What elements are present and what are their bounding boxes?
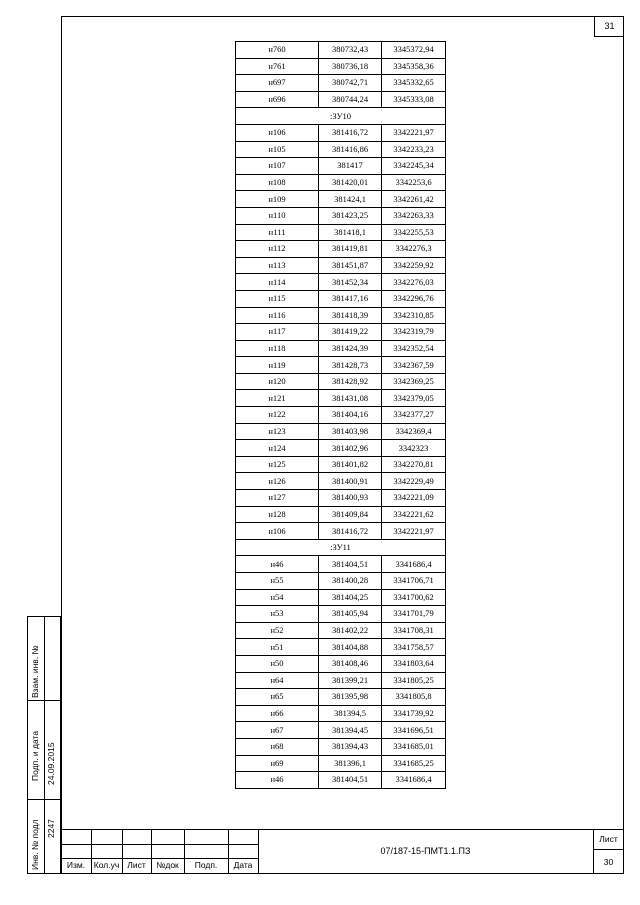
point-cell: н52 <box>236 622 319 639</box>
y-cell: 3345358,36 <box>382 58 446 75</box>
label-podp: Подп. <box>194 860 218 870</box>
point-cell: н697 <box>236 75 319 92</box>
y-cell: 3342367,59 <box>382 357 446 374</box>
x-cell: 381423,25 <box>319 207 382 224</box>
y-cell: 3341696,51 <box>382 722 446 739</box>
table-row <box>236 506 446 523</box>
y-cell: 3341739,92 <box>382 705 446 722</box>
y-cell: 3342270,81 <box>382 456 446 473</box>
table-row <box>236 257 446 274</box>
y-cell: 3341700,62 <box>382 589 446 606</box>
point-cell: н107 <box>236 158 319 175</box>
point-cell: н122 <box>236 407 319 424</box>
x-cell: 381400,93 <box>319 490 382 507</box>
stamp-inv <box>27 799 61 874</box>
sheet-number: 30 <box>603 857 614 867</box>
point-cell: н124 <box>236 440 319 457</box>
table-row <box>236 290 446 307</box>
y-cell: 3345372,94 <box>382 42 446 59</box>
point-cell: н54 <box>236 589 319 606</box>
table-row <box>236 174 446 191</box>
point-cell: н111 <box>236 224 319 241</box>
table-row <box>236 738 446 755</box>
point-cell: н68 <box>236 738 319 755</box>
x-cell: 381396,1 <box>319 755 382 772</box>
stamp-podp <box>27 700 61 800</box>
table-row <box>236 141 446 158</box>
x-cell: 381416,72 <box>319 523 382 540</box>
y-cell: 3342310,85 <box>382 307 446 324</box>
point-cell: н64 <box>236 672 319 689</box>
point-cell: н69 <box>236 755 319 772</box>
point-cell: н116 <box>236 307 319 324</box>
table-row <box>236 324 446 341</box>
point-cell: н127 <box>236 490 319 507</box>
section-label: :ЗУ10 <box>236 108 446 125</box>
y-cell: 3342369,4 <box>382 423 446 440</box>
x-cell: 380742,71 <box>319 75 382 92</box>
table-row <box>236 490 446 507</box>
table-row <box>236 672 446 689</box>
y-cell: 3342221,97 <box>382 523 446 540</box>
x-cell: 381402,22 <box>319 622 382 639</box>
x-cell: 381418,1 <box>319 224 382 241</box>
point-cell: н114 <box>236 274 319 291</box>
coordinates-table <box>235 41 446 789</box>
x-cell: 381428,73 <box>319 357 382 374</box>
x-cell: 381400,91 <box>319 473 382 490</box>
x-cell: 381452,34 <box>319 274 382 291</box>
y-cell: 3342233,23 <box>382 141 446 158</box>
point-cell: н696 <box>236 91 319 108</box>
point-cell: н67 <box>236 722 319 739</box>
table-row <box>236 58 446 75</box>
table-row <box>236 307 446 324</box>
table-row <box>236 556 446 573</box>
x-cell: 381404,51 <box>319 772 382 789</box>
table-row <box>236 440 446 457</box>
point-cell: н46 <box>236 556 319 573</box>
point-cell: н50 <box>236 655 319 672</box>
y-cell: 3342221,62 <box>382 506 446 523</box>
podp-label: Подп. и дата <box>30 730 40 781</box>
point-cell: н125 <box>236 456 319 473</box>
table-row <box>236 340 446 357</box>
table-row <box>236 622 446 639</box>
point-cell: н119 <box>236 357 319 374</box>
y-cell: 3342253,6 <box>382 174 446 191</box>
table-row <box>236 473 446 490</box>
y-cell: 3341686,4 <box>382 772 446 789</box>
table-row <box>236 573 446 590</box>
point-cell: н117 <box>236 324 319 341</box>
point-cell: н118 <box>236 340 319 357</box>
y-cell: 3342352,54 <box>382 340 446 357</box>
x-cell: 381408,46 <box>319 655 382 672</box>
y-cell: 3342221,97 <box>382 124 446 141</box>
table-row <box>236 407 446 424</box>
point-cell: н112 <box>236 241 319 258</box>
x-cell: 380732,43 <box>319 42 382 59</box>
table-row <box>236 523 446 540</box>
x-cell: 381403,98 <box>319 423 382 440</box>
table-row <box>236 191 446 208</box>
y-cell: 3345333,08 <box>382 91 446 108</box>
y-cell: 3341803,64 <box>382 655 446 672</box>
point-cell: н106 <box>236 124 319 141</box>
table-row <box>236 722 446 739</box>
title-block <box>61 829 624 874</box>
y-cell: 3342261,42 <box>382 191 446 208</box>
sheet-label: Лист <box>599 834 618 844</box>
point-cell: н110 <box>236 207 319 224</box>
point-cell: н106 <box>236 523 319 540</box>
y-cell: 3342255,53 <box>382 224 446 241</box>
x-cell: 380744,24 <box>319 91 382 108</box>
x-cell: 381451,87 <box>319 257 382 274</box>
y-cell: 3341701,79 <box>382 606 446 623</box>
point-cell: н760 <box>236 42 319 59</box>
x-cell: 381399,21 <box>319 672 382 689</box>
y-cell: 3342263,33 <box>382 207 446 224</box>
x-cell: 381431,08 <box>319 390 382 407</box>
table-row <box>236 589 446 606</box>
x-cell: 381418,39 <box>319 307 382 324</box>
y-cell: 3341805,25 <box>382 672 446 689</box>
x-cell: 381394,5 <box>319 705 382 722</box>
y-cell: 3342245,34 <box>382 158 446 175</box>
section-row <box>236 539 446 556</box>
table-row <box>236 423 446 440</box>
table-row <box>236 373 446 390</box>
point-cell: н53 <box>236 606 319 623</box>
x-cell: 381424,1 <box>319 191 382 208</box>
table-row <box>236 655 446 672</box>
x-cell: 381424,39 <box>319 340 382 357</box>
table-row <box>236 241 446 258</box>
y-cell: 3341706,71 <box>382 573 446 590</box>
point-cell: н128 <box>236 506 319 523</box>
y-cell: 3342323 <box>382 440 446 457</box>
x-cell: 381417 <box>319 158 382 175</box>
point-cell: н65 <box>236 689 319 706</box>
table-row <box>236 75 446 92</box>
table-row <box>236 124 446 141</box>
x-cell: 381405,94 <box>319 606 382 623</box>
table-row <box>236 456 446 473</box>
point-cell: н46 <box>236 772 319 789</box>
table-row <box>236 689 446 706</box>
x-cell: 381419,81 <box>319 241 382 258</box>
x-cell: 381401,82 <box>319 456 382 473</box>
label-list: Лист <box>127 860 146 870</box>
point-cell: н121 <box>236 390 319 407</box>
point-cell: н66 <box>236 705 319 722</box>
x-cell: 381420,01 <box>319 174 382 191</box>
y-cell: 3342296,76 <box>382 290 446 307</box>
x-cell: 381419,22 <box>319 324 382 341</box>
point-cell: н51 <box>236 639 319 656</box>
y-cell: 3341685,01 <box>382 738 446 755</box>
y-cell: 3342377,27 <box>382 407 446 424</box>
y-cell: 3341685,25 <box>382 755 446 772</box>
y-cell: 3341708,31 <box>382 622 446 639</box>
y-cell: 3342379,05 <box>382 390 446 407</box>
x-cell: 381394,43 <box>319 738 382 755</box>
y-cell: 3341686,4 <box>382 556 446 573</box>
page-number: 31 <box>594 16 624 37</box>
x-cell: 381416,86 <box>319 141 382 158</box>
vzam-label: Взам. инв. № <box>30 645 40 698</box>
y-cell: 3342259,92 <box>382 257 446 274</box>
x-cell: 381402,96 <box>319 440 382 457</box>
table-row <box>236 158 446 175</box>
x-cell: 381416,72 <box>319 124 382 141</box>
x-cell: 381428,92 <box>319 373 382 390</box>
inv-label: Инв. № подл <box>30 819 40 870</box>
table-row <box>236 224 446 241</box>
label-data: Дата <box>233 860 253 870</box>
table-row <box>236 274 446 291</box>
x-cell: 381404,51 <box>319 556 382 573</box>
doc-code: 07/187-15-ПМТ1.1.ПЗ <box>380 846 471 856</box>
y-cell: 3341805,8 <box>382 689 446 706</box>
x-cell: 381394,45 <box>319 722 382 739</box>
table-row <box>236 91 446 108</box>
section-label: :ЗУ11 <box>236 539 446 556</box>
x-cell: 381404,25 <box>319 589 382 606</box>
table-row <box>236 705 446 722</box>
label-koluch: Кол.уч <box>93 860 120 870</box>
point-cell: н109 <box>236 191 319 208</box>
x-cell: 381417,16 <box>319 290 382 307</box>
x-cell: 381404,88 <box>319 639 382 656</box>
point-cell: н123 <box>236 423 319 440</box>
label-ndok: №док <box>156 860 179 870</box>
label-izm: Изм. <box>66 860 86 870</box>
y-cell: 3345332,65 <box>382 75 446 92</box>
table-row <box>236 755 446 772</box>
x-cell: 381404,16 <box>319 407 382 424</box>
table-row <box>236 639 446 656</box>
y-cell: 3341758,57 <box>382 639 446 656</box>
point-cell: н126 <box>236 473 319 490</box>
y-cell: 3342276,3 <box>382 241 446 258</box>
x-cell: 381409,84 <box>319 506 382 523</box>
x-cell: 380736,18 <box>319 58 382 75</box>
table-row <box>236 42 446 59</box>
section-row <box>236 108 446 125</box>
point-cell: н115 <box>236 290 319 307</box>
y-cell: 3342276,03 <box>382 274 446 291</box>
x-cell: 381395,98 <box>319 689 382 706</box>
x-cell: 381400,28 <box>319 573 382 590</box>
table-row <box>236 772 446 789</box>
point-cell: н55 <box>236 573 319 590</box>
point-cell: н108 <box>236 174 319 191</box>
table-row <box>236 207 446 224</box>
table-row <box>236 357 446 374</box>
point-cell: н761 <box>236 58 319 75</box>
point-cell: н105 <box>236 141 319 158</box>
y-cell: 3342369,25 <box>382 373 446 390</box>
stamp-vzam <box>27 616 61 701</box>
table-row <box>236 390 446 407</box>
point-cell: н120 <box>236 373 319 390</box>
y-cell: 3342319,79 <box>382 324 446 341</box>
inv-value: 2247 <box>46 819 56 838</box>
point-cell: н113 <box>236 257 319 274</box>
podp-date: 24.09.2015 <box>46 742 56 785</box>
y-cell: 3342229,49 <box>382 473 446 490</box>
table-row <box>236 606 446 623</box>
y-cell: 3342221,09 <box>382 490 446 507</box>
